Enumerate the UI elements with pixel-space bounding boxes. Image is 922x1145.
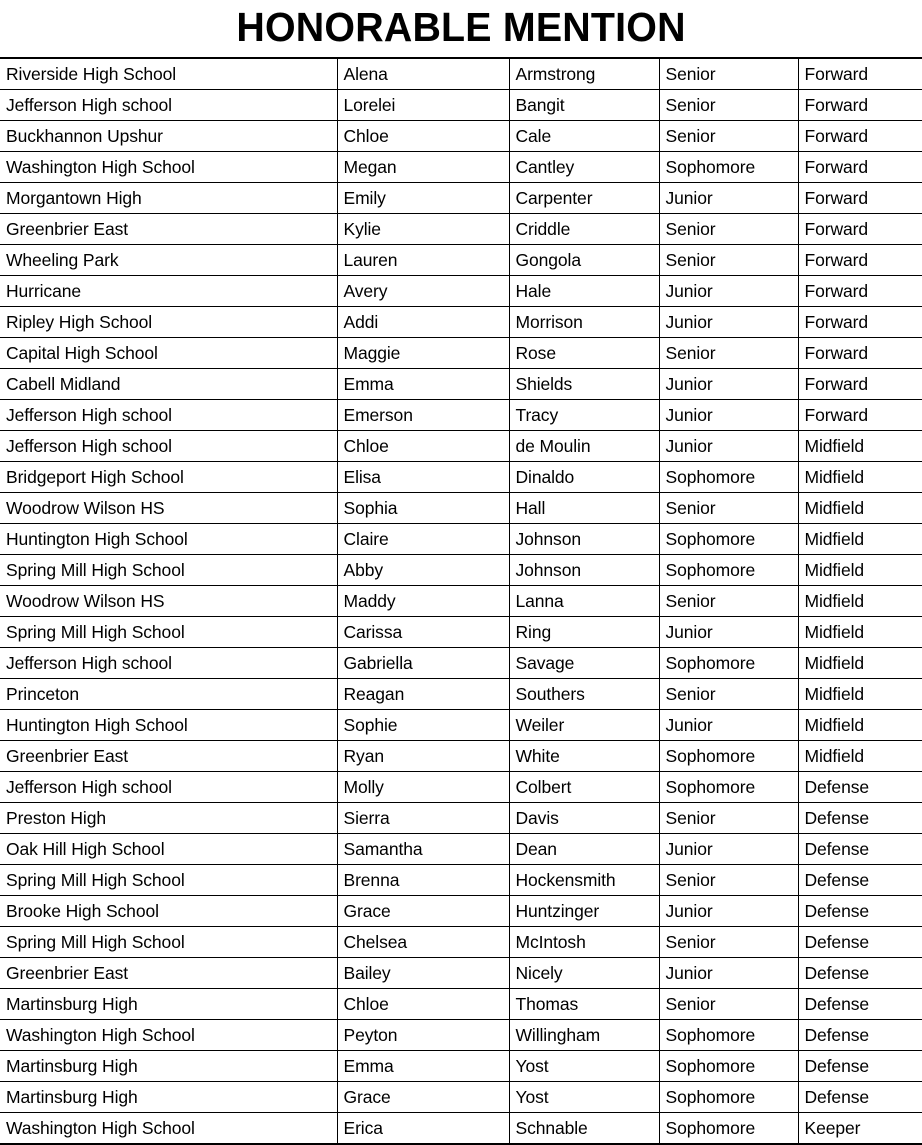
table-row xyxy=(0,679,922,710)
cell-position: Forward xyxy=(798,307,922,338)
table-row xyxy=(0,524,922,555)
cell-last-name: Yost xyxy=(509,1082,659,1113)
cell-grade: Junior xyxy=(659,710,798,741)
cell-school: Spring Mill High School xyxy=(0,865,337,896)
cell-grade: Junior xyxy=(659,400,798,431)
cell-first-name: Emma xyxy=(337,369,509,400)
cell-grade: Junior xyxy=(659,276,798,307)
cell-first-name: Grace xyxy=(337,896,509,927)
cell-position: Forward xyxy=(798,183,922,214)
cell-first-name: Megan xyxy=(337,152,509,183)
cell-grade: Sophomore xyxy=(659,741,798,772)
cell-position: Defense xyxy=(798,1082,922,1113)
table-row xyxy=(0,617,922,648)
cell-first-name: Emily xyxy=(337,183,509,214)
cell-position: Defense xyxy=(798,896,922,927)
cell-first-name: Grace xyxy=(337,1082,509,1113)
cell-first-name: Peyton xyxy=(337,1020,509,1051)
table-row xyxy=(0,710,922,741)
cell-first-name: Emma xyxy=(337,1051,509,1082)
cell-first-name: Erica xyxy=(337,1113,509,1145)
cell-last-name: Huntzinger xyxy=(509,896,659,927)
cell-first-name: Brenna xyxy=(337,865,509,896)
cell-last-name: Willingham xyxy=(509,1020,659,1051)
cell-position: Midfield xyxy=(798,431,922,462)
table-row xyxy=(0,1051,922,1082)
cell-school: Spring Mill High School xyxy=(0,617,337,648)
cell-school: Greenbrier East xyxy=(0,958,337,989)
cell-first-name: Sophie xyxy=(337,710,509,741)
cell-grade: Sophomore xyxy=(659,1082,798,1113)
cell-school: Jefferson High school xyxy=(0,90,337,121)
table-row xyxy=(0,803,922,834)
cell-position: Defense xyxy=(798,803,922,834)
cell-school: Woodrow Wilson HS xyxy=(0,586,337,617)
cell-grade: Senior xyxy=(659,927,798,958)
cell-last-name: Cale xyxy=(509,121,659,152)
cell-last-name: Gongola xyxy=(509,245,659,276)
cell-school: Washington High School xyxy=(0,152,337,183)
cell-position: Forward xyxy=(798,58,922,90)
cell-first-name: Kylie xyxy=(337,214,509,245)
cell-first-name: Elisa xyxy=(337,462,509,493)
cell-last-name: Ring xyxy=(509,617,659,648)
table-row xyxy=(0,276,922,307)
cell-last-name: Schnable xyxy=(509,1113,659,1145)
table-row xyxy=(0,90,922,121)
cell-school: Martinsburg High xyxy=(0,1082,337,1113)
cell-school: Oak Hill High School xyxy=(0,834,337,865)
cell-last-name: Hall xyxy=(509,493,659,524)
cell-position: Defense xyxy=(798,1051,922,1082)
honorable-mention-table xyxy=(0,57,922,1145)
cell-school: Morgantown High xyxy=(0,183,337,214)
table-row xyxy=(0,121,922,152)
cell-first-name: Lauren xyxy=(337,245,509,276)
cell-position: Forward xyxy=(798,90,922,121)
table-row xyxy=(0,772,922,803)
table-row xyxy=(0,741,922,772)
cell-grade: Senior xyxy=(659,586,798,617)
table-row xyxy=(0,245,922,276)
cell-school: Jefferson High school xyxy=(0,400,337,431)
page-title-bar xyxy=(0,0,922,57)
cell-school: Bridgeport High School xyxy=(0,462,337,493)
cell-first-name: Reagan xyxy=(337,679,509,710)
cell-school: Martinsburg High xyxy=(0,989,337,1020)
cell-last-name: Savage xyxy=(509,648,659,679)
cell-last-name: Hockensmith xyxy=(509,865,659,896)
cell-last-name: Shields xyxy=(509,369,659,400)
cell-school: Spring Mill High School xyxy=(0,927,337,958)
table-row xyxy=(0,338,922,369)
cell-grade: Sophomore xyxy=(659,1113,798,1145)
cell-first-name: Abby xyxy=(337,555,509,586)
table-row xyxy=(0,1082,922,1113)
cell-first-name: Samantha xyxy=(337,834,509,865)
cell-first-name: Carissa xyxy=(337,617,509,648)
cell-first-name: Emerson xyxy=(337,400,509,431)
cell-last-name: Johnson xyxy=(509,524,659,555)
cell-last-name: Nicely xyxy=(509,958,659,989)
table-row xyxy=(0,834,922,865)
table-body xyxy=(0,58,922,1144)
cell-first-name: Chloe xyxy=(337,989,509,1020)
cell-school: Jefferson High school xyxy=(0,772,337,803)
cell-first-name: Maggie xyxy=(337,338,509,369)
cell-grade: Senior xyxy=(659,58,798,90)
cell-position: Defense xyxy=(798,865,922,896)
table-row xyxy=(0,865,922,896)
cell-grade: Junior xyxy=(659,307,798,338)
cell-school: Washington High School xyxy=(0,1113,337,1145)
cell-school: Woodrow Wilson HS xyxy=(0,493,337,524)
cell-grade: Senior xyxy=(659,679,798,710)
table-row xyxy=(0,927,922,958)
cell-school: Brooke High School xyxy=(0,896,337,927)
cell-last-name: Lanna xyxy=(509,586,659,617)
cell-last-name: Yost xyxy=(509,1051,659,1082)
cell-position: Forward xyxy=(798,152,922,183)
cell-school: Jefferson High school xyxy=(0,431,337,462)
cell-grade: Sophomore xyxy=(659,524,798,555)
cell-school: Washington High School xyxy=(0,1020,337,1051)
table-row xyxy=(0,400,922,431)
cell-grade: Senior xyxy=(659,338,798,369)
cell-school: Cabell Midland xyxy=(0,369,337,400)
cell-grade: Sophomore xyxy=(659,152,798,183)
cell-position: Midfield xyxy=(798,679,922,710)
cell-first-name: Gabriella xyxy=(337,648,509,679)
table-row xyxy=(0,183,922,214)
cell-grade: Senior xyxy=(659,865,798,896)
cell-position: Defense xyxy=(798,989,922,1020)
cell-position: Midfield xyxy=(798,617,922,648)
page-title: HONORABLE MENTION xyxy=(236,4,686,50)
cell-grade: Sophomore xyxy=(659,1051,798,1082)
cell-last-name: Cantley xyxy=(509,152,659,183)
cell-last-name: Bangit xyxy=(509,90,659,121)
cell-last-name: White xyxy=(509,741,659,772)
cell-position: Defense xyxy=(798,927,922,958)
cell-school: Martinsburg High xyxy=(0,1051,337,1082)
cell-grade: Junior xyxy=(659,431,798,462)
cell-school: Jefferson High school xyxy=(0,648,337,679)
table-row xyxy=(0,555,922,586)
cell-grade: Sophomore xyxy=(659,462,798,493)
cell-position: Forward xyxy=(798,338,922,369)
table-row xyxy=(0,586,922,617)
cell-grade: Junior xyxy=(659,896,798,927)
cell-position: Forward xyxy=(798,369,922,400)
cell-first-name: Ryan xyxy=(337,741,509,772)
cell-grade: Senior xyxy=(659,214,798,245)
cell-first-name: Molly xyxy=(337,772,509,803)
cell-grade: Senior xyxy=(659,90,798,121)
table-row xyxy=(0,958,922,989)
cell-first-name: Sophia xyxy=(337,493,509,524)
cell-grade: Junior xyxy=(659,617,798,648)
cell-position: Midfield xyxy=(798,648,922,679)
cell-grade: Senior xyxy=(659,989,798,1020)
cell-first-name: Claire xyxy=(337,524,509,555)
cell-last-name: Weiler xyxy=(509,710,659,741)
cell-grade: Sophomore xyxy=(659,1020,798,1051)
cell-school: Hurricane xyxy=(0,276,337,307)
cell-position: Forward xyxy=(798,276,922,307)
cell-first-name: Chloe xyxy=(337,121,509,152)
cell-position: Forward xyxy=(798,245,922,276)
cell-position: Defense xyxy=(798,1020,922,1051)
cell-last-name: Johnson xyxy=(509,555,659,586)
table-row xyxy=(0,214,922,245)
cell-first-name: Lorelei xyxy=(337,90,509,121)
table-row xyxy=(0,648,922,679)
cell-position: Midfield xyxy=(798,555,922,586)
cell-last-name: Rose xyxy=(509,338,659,369)
cell-last-name: Carpenter xyxy=(509,183,659,214)
cell-last-name: de Moulin xyxy=(509,431,659,462)
cell-grade: Senior xyxy=(659,245,798,276)
cell-school: Greenbrier East xyxy=(0,741,337,772)
cell-position: Keeper xyxy=(798,1113,922,1145)
cell-position: Midfield xyxy=(798,741,922,772)
cell-last-name: Criddle xyxy=(509,214,659,245)
cell-school: Spring Mill High School xyxy=(0,555,337,586)
cell-school: Riverside High School xyxy=(0,58,337,90)
cell-position: Defense xyxy=(798,958,922,989)
cell-last-name: Davis xyxy=(509,803,659,834)
cell-last-name: Armstrong xyxy=(509,58,659,90)
cell-grade: Sophomore xyxy=(659,555,798,586)
cell-first-name: Maddy xyxy=(337,586,509,617)
cell-last-name: Colbert xyxy=(509,772,659,803)
cell-first-name: Sierra xyxy=(337,803,509,834)
cell-grade: Senior xyxy=(659,121,798,152)
cell-last-name: Dean xyxy=(509,834,659,865)
cell-first-name: Avery xyxy=(337,276,509,307)
table-row xyxy=(0,989,922,1020)
cell-last-name: Dinaldo xyxy=(509,462,659,493)
cell-position: Defense xyxy=(798,772,922,803)
cell-grade: Sophomore xyxy=(659,648,798,679)
table-row xyxy=(0,307,922,338)
cell-last-name: Hale xyxy=(509,276,659,307)
cell-position: Forward xyxy=(798,400,922,431)
cell-last-name: Southers xyxy=(509,679,659,710)
cell-school: Huntington High School xyxy=(0,524,337,555)
cell-school: Ripley High School xyxy=(0,307,337,338)
table-row xyxy=(0,369,922,400)
table-row xyxy=(0,493,922,524)
cell-first-name: Bailey xyxy=(337,958,509,989)
cell-first-name: Chelsea xyxy=(337,927,509,958)
cell-position: Forward xyxy=(798,214,922,245)
cell-first-name: Alena xyxy=(337,58,509,90)
cell-last-name: McIntosh xyxy=(509,927,659,958)
cell-school: Princeton xyxy=(0,679,337,710)
cell-last-name: Tracy xyxy=(509,400,659,431)
cell-grade: Junior xyxy=(659,183,798,214)
table-row xyxy=(0,152,922,183)
cell-school: Huntington High School xyxy=(0,710,337,741)
cell-grade: Senior xyxy=(659,493,798,524)
table-row xyxy=(0,1113,922,1145)
cell-school: Preston High xyxy=(0,803,337,834)
cell-school: Greenbrier East xyxy=(0,214,337,245)
cell-position: Midfield xyxy=(798,710,922,741)
cell-position: Midfield xyxy=(798,462,922,493)
cell-position: Midfield xyxy=(798,493,922,524)
cell-position: Forward xyxy=(798,121,922,152)
table-row xyxy=(0,896,922,927)
cell-first-name: Chloe xyxy=(337,431,509,462)
cell-grade: Junior xyxy=(659,834,798,865)
cell-school: Capital High School xyxy=(0,338,337,369)
cell-grade: Junior xyxy=(659,958,798,989)
cell-position: Midfield xyxy=(798,524,922,555)
cell-school: Wheeling Park xyxy=(0,245,337,276)
cell-school: Buckhannon Upshur xyxy=(0,121,337,152)
table-row xyxy=(0,462,922,493)
table-row xyxy=(0,1020,922,1051)
cell-first-name: Addi xyxy=(337,307,509,338)
table-row xyxy=(0,58,922,90)
cell-grade: Senior xyxy=(659,803,798,834)
cell-last-name: Morrison xyxy=(509,307,659,338)
cell-grade: Sophomore xyxy=(659,772,798,803)
cell-last-name: Thomas xyxy=(509,989,659,1020)
cell-grade: Junior xyxy=(659,369,798,400)
table-row xyxy=(0,431,922,462)
cell-position: Defense xyxy=(798,834,922,865)
cell-position: Midfield xyxy=(798,586,922,617)
